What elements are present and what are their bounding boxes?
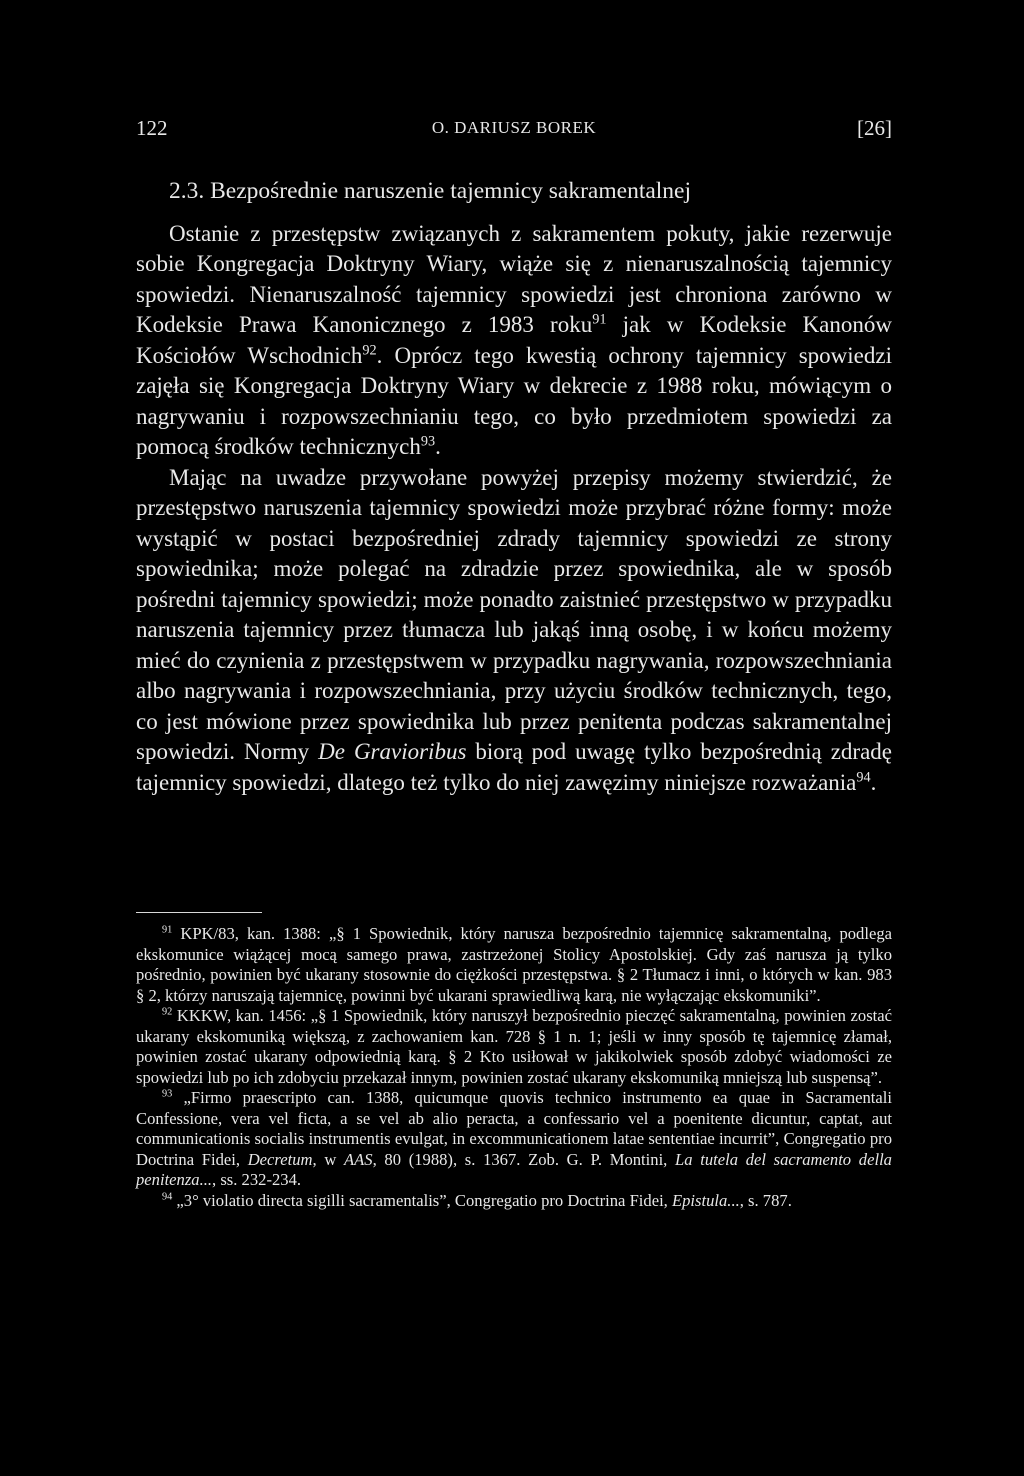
footnote-text: KPK/83, kan. 1388: „§ 1 Spowiednik, który narusza bezpośrednio tajemnicę sakramentalną, podlega ekskomunice wiążącej mocą samego prawa, zastrzeżonej Stolicy Apostolskiej. Gdy zaś narusza ją tylko pośrednio, powinien być ukarany stosownie do ciężkości przestępstwa. § 2 Tłumacz i inni, o których w kan. 983 § 2, którzy naruszają tajemnicę, powinni być ukarani sprawiedliwą karą, nie wyłączając ekskomuniki”. [136,924,892,1005]
footnote-number: 94 [162,1190,173,1202]
footnote-italic: La tutela del sacramento della penitenza... [136,1149,892,1189]
paragraph-2-text-c: . [870,769,877,795]
page-reference: [26] [857,116,892,140]
paragraph-1-text-b: jak w Kodeksie Kanonów Kościołów Wschodnich [136,312,893,368]
paragraph-1 [136,219,892,463]
footnote-ref-91: 91 [592,311,607,328]
footnote-text: „3° violatio directa sigilli sacramentalis”, Congregatio pro Doctrina Fidei, [172,1190,672,1210]
footnote-italic: Decretum [247,1149,313,1169]
running-header [136,116,892,146]
footnote-ref-92: 92 [362,341,377,358]
section-heading: 2.3. Bezpośrednie naruszenie tajemnicy sakramentalnej [169,178,692,204]
running-author: O. DARIUSZ BOREK [431,118,597,137]
footnote-92 [136,1006,892,1088]
paragraph-1-text-a: Ostanie z przestępstw związanych z sakramentem pokuty, jakie rezerwuje sobie Kongregacja Doktryny Wiary, wiąże się z nienaruszalnością tajemnicy spowiedzi. Nienaruszalność tajemnicy spowiedzi jest chroniona zarówno w Kodeksie Prawa Kanonicznego z 1983 roku [136,220,892,337]
footnote-91 [136,924,892,1006]
paragraph-2-italic-title: De Gravioribus [318,739,467,764]
footnote-94 [136,1191,892,1212]
footnote-text: , 80 (1988), s. 1367. Zob. G. P. Montini, [372,1149,676,1169]
page-number: 122 [136,116,168,140]
footnote-93 [136,1088,892,1191]
footnote-text: , s. 787. [739,1190,792,1210]
footnote-ref-94: 94 [856,768,871,785]
footnote-number: 91 [162,924,173,936]
footnotes [136,924,892,1211]
footnote-text: , w [312,1149,345,1169]
paragraph-2 [136,463,892,799]
footnote-italic: AAS [344,1149,373,1169]
paragraph-1-text-c: . Oprócz tego kwestią ochrony tajemnicy spowiedzi zajęła się Kongregacja Doktryny Wiary w dekrecie z 1988 roku, mówiącym o nagrywaniu i rozpowszechnianiu tego, co było przedmiotem spowiedzi za pomocą środków technicznych [136,342,892,459]
footnote-text: , ss. 232-234. [212,1170,302,1189]
paragraph-1-text-d: . [435,434,441,459]
footnote-number: 92 [162,1006,173,1018]
paragraph-2-text-b: biorą pod uwagę tylko bezpośrednią zdradę tajemnicy spowiedzi, dlatego też tylko do niej zawęzimy niniejsze rozważania [136,739,892,795]
footnote-italic: Epistula... [671,1190,740,1210]
footnote-separator [136,912,262,913]
paragraph-2-text-a: Mając na uwadze przywołane powyżej przepisy możemy stwierdzić, że przestępstwo naruszenia tajemnicy spowiedzi może przybrać różne formy: może wystąpić w postaci bezpośredniej zdrady tajemnicy spowiedzi ze strony spowiednika; może polegać na zdradzie przez spowiednika, ale w sposób pośredni tajemnicy spowiedzi; może ponadto zaistnieć przestępstwo w przypadku naruszenia tajemnicy przez tłumacza lub jakąś inną osobę, i w końcu możemy mieć do czynienia z przestępstwem w przypadku nagrywania, rozpowszechniania albo nagrywania i rozpowszechniania, przy użyciu środków technicznych, tego, co jest mówione przez spowiednika lub przez penitenta podczas sakramentalnej spowiedzi. Normy [136,464,892,764]
footnote-number: 93 [162,1088,173,1100]
main-text [136,176,892,798]
footnote-ref-93: 93 [420,433,436,450]
footnote-text: KKKW, kan. 1456: „§ 1 Spowiednik, który naruszył bezpośrednio pieczęć sakramentalną, powinien zostać ukarany ekskomuniką większą, z zachowaniem kan. 728 § 1 n. 1; jeśli w inny sposób tę tajemnicę złamał, powinien zostać ukarany odpowiednią karą. § 2 Kto usiłował w jakikolwiek sposób zdobyć wiadomości ze spowiedzi lub po ich zdobyciu przekazał innym, powinien zostać ukarany ekskomuniką mniejszą lub suspensą”. [136,1006,892,1087]
footnote-text: „Firmo praescripto can. 1388, quicumque quovis technico instrumento ea quae in Sacramentali Confessione, vera vel ficta, a se vel ab alio peracta, a confessario vel a poenitente dicuntur, captat, aut communicationis socialis instrumentis evulgat, in excommunicationem latae sententiae incurrit”, Congregatio pro Doctrina Fidei, [136,1088,892,1169]
